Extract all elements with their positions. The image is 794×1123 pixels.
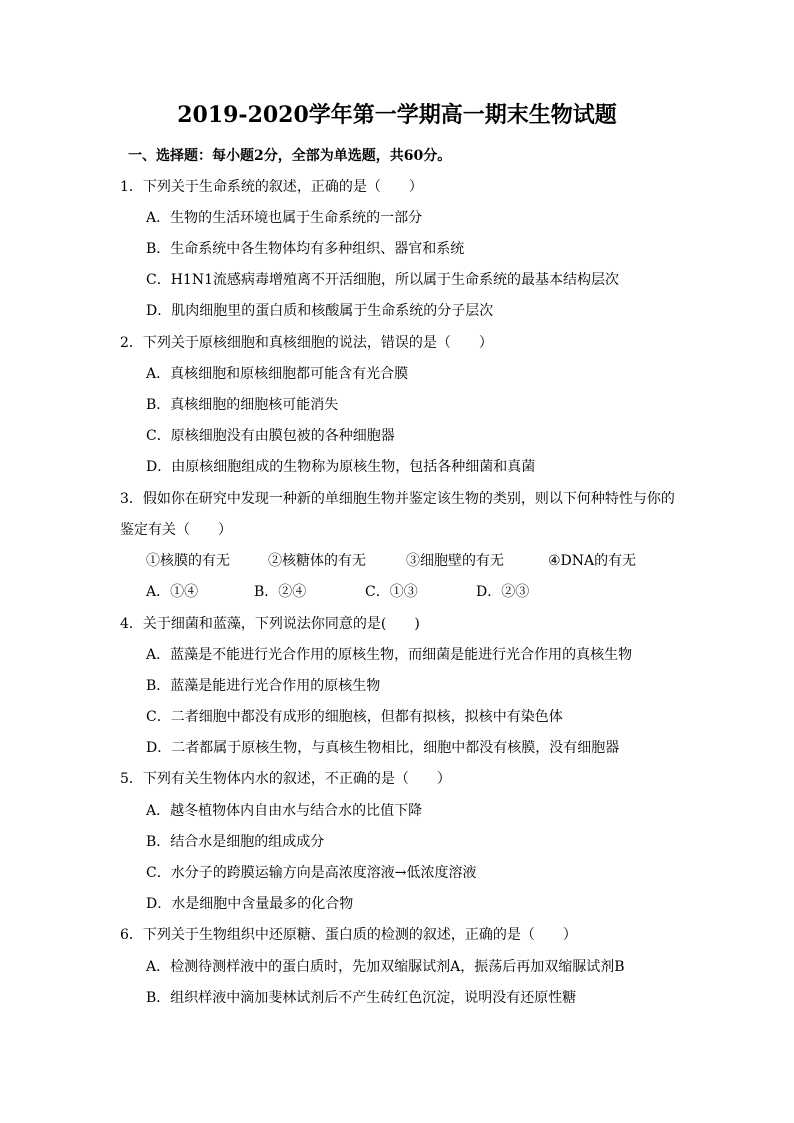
question-4-option-b: B．蓝藻是能进行光合作用的原核生物 <box>146 678 381 694</box>
question-2-option-d: D．由原核细胞组成的生物称为原核生物，包括各种细菌和真菌 <box>146 459 536 475</box>
question-3-option-a: A．①④ <box>146 584 199 600</box>
question-4-option-a: A．蓝藻是不能进行光合作用的原核生物，而细菌是能进行光合作用的真核生物 <box>146 647 633 663</box>
question-6-option-b: B．组织样液中滴加斐林试剂后不产生砖红色沉淀，说明没有还原性糖 <box>146 990 577 1006</box>
question-3-stem: 3．假如你在研究中发现一种新的单细胞生物并鉴定该生物的类别，则以下何种特性与你的 <box>120 491 675 507</box>
question-3-option-c: C．①③ <box>365 584 418 600</box>
question-2-option-c: C．原核细胞没有由膜包被的各种细胞器 <box>146 428 395 444</box>
question-3-item-2: ②核糖体的有无 <box>268 553 366 569</box>
question-5-option-a: A．越冬植物体内自由水与结合水的比值下降 <box>146 803 423 819</box>
question-5-option-d: D．水是细胞中含量最多的化合物 <box>146 896 354 912</box>
question-4-option-c: C．二者细胞中都没有成形的细胞核，但都有拟核，拟核中有染色体 <box>146 709 563 725</box>
question-3-stem-continued: 鉴定有关（ ） <box>120 522 232 538</box>
question-4-stem: 4．关于细菌和蓝藻，下列说法你同意的是( ) <box>120 616 420 632</box>
question-2-option-a: A．真核细胞和原核细胞都可能含有光合膜 <box>146 366 409 382</box>
question-1-option-c: C．H1N1流感病毒增殖离不开活细胞，所以属于生命系统的最基本结构层次 <box>146 272 619 288</box>
question-1-option-b: B．生命系统中各生物体均有多种组织、器官和系统 <box>146 241 465 257</box>
section-heading: 一、选择题：每小题2分，全部为单选题，共60分。 <box>128 148 452 164</box>
exam-title: 2019-2020学年第一学期高一期末生物试题 <box>177 102 617 128</box>
question-3-item-4: ④DNA的有无 <box>548 553 637 569</box>
question-6-option-a: A．检测待测样液中的蛋白质时，先加双缩脲试剂A，振荡后再加双缩脲试剂B <box>146 959 625 975</box>
question-6-stem: 6．下列关于生物组织中还原糖、蛋白质的检测的叙述，正确的是（ ） <box>120 927 577 943</box>
question-1-option-d: D．肌肉细胞里的蛋白质和核酸属于生命系统的分子层次 <box>146 303 494 319</box>
question-2-stem: 2．下列关于原核细胞和真核细胞的说法，错误的是（ ） <box>120 335 493 351</box>
question-5-option-b: B．结合水是细胞的组成成分 <box>146 834 325 850</box>
question-3-item-1: ①核膜的有无 <box>146 553 230 569</box>
question-5-stem: 5．下列有关生物体内水的叙述，不正确的是（ ） <box>120 771 451 787</box>
question-2-option-b: B．真核细胞的细胞核可能消失 <box>146 397 339 413</box>
question-5-option-c: C．水分子的跨膜运输方向是高浓度溶液→低浓度溶液 <box>146 865 477 881</box>
question-3-item-3: ③细胞壁的有无 <box>406 553 504 569</box>
question-3-option-b: B．②④ <box>254 584 307 600</box>
question-4-option-d: D．二者都属于原核生物，与真核生物相比，细胞中都没有核膜，没有细胞器 <box>146 740 620 756</box>
question-1-option-a: A．生物的生活环境也属于生命系统的一部分 <box>146 210 423 226</box>
question-1-stem: 1．下列关于生命系统的叙述，正确的是（ ） <box>120 179 423 195</box>
question-3-option-d: D．②③ <box>476 584 530 600</box>
